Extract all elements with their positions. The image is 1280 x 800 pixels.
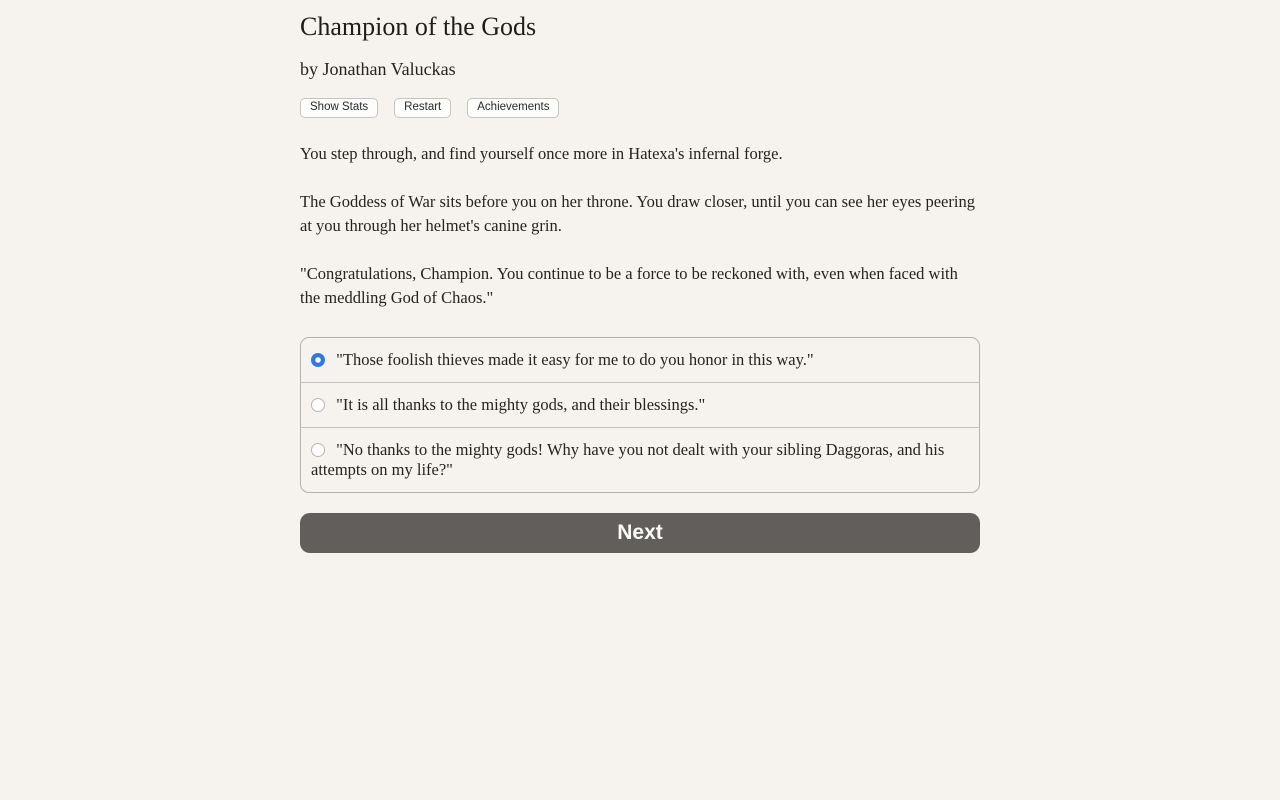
option-label: "No thanks to the mighty gods! Why have you not dealt with your sibling Daggoras, and his attempts on my life?" [311, 439, 945, 480]
show-stats-button[interactable]: Show Stats [300, 98, 378, 118]
option-radio-2[interactable] [311, 398, 325, 412]
byline: by Jonathan Valuckas [300, 58, 456, 79]
option-label: "Those foolish thieves made it easy for me to do you honor in this way." [336, 349, 814, 369]
page-title: Champion of the Gods [300, 12, 537, 41]
story-paragraph: You step through, and find yourself once more in Hatexa's infernal forge. [300, 144, 783, 164]
option-row-3[interactable] [301, 427, 979, 492]
option-radio-3[interactable] [311, 443, 325, 457]
game-page [300, 0, 980, 553]
option-row-1[interactable] [301, 338, 979, 382]
restart-button[interactable]: Restart [394, 98, 451, 118]
option-radio-1[interactable] [311, 353, 325, 367]
story-paragraph: "Congratulations, Champion. You continue to be a force to be reckoned with, even when faced with the meddling God of Chaos." [300, 263, 958, 307]
option-row-2[interactable] [301, 382, 979, 427]
story-paragraph: The Goddess of War sits before you on her throne. You draw closer, until you can see her eyes peering at you through her helmet's canine grin. [300, 192, 975, 235]
toolbar [300, 98, 980, 118]
next-button[interactable]: Next [300, 513, 980, 553]
story-text [300, 142, 980, 310]
achievements-button[interactable]: Achievements [467, 98, 559, 118]
option-label: "It is all thanks to the mighty gods, and their blessings." [336, 394, 706, 414]
choice-options-group [300, 337, 980, 494]
